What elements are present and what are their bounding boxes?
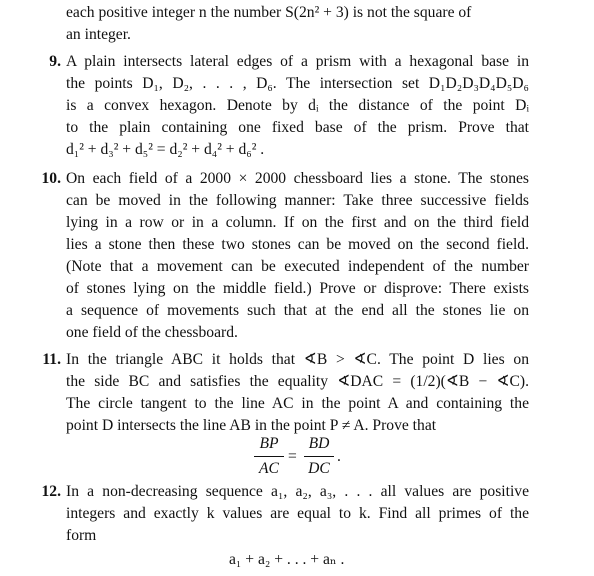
problem-text-line: one field of the chessboard. bbox=[66, 324, 238, 341]
intro-line-1: each positive integer n the number S(2n² + 3) is not the square of bbox=[66, 4, 472, 21]
problem-text-line: A plain intersects lateral edges of a prism with a hexagonal base in bbox=[66, 53, 529, 70]
problem-number: 9. bbox=[49, 53, 61, 70]
denominator: AC bbox=[259, 459, 279, 477]
problem-text-line: The circle tangent to the line AC in the point A and containing the bbox=[66, 395, 529, 412]
equation: d₁² + d₃² + d₅² = d₂² + d₄² + d₆² . bbox=[66, 141, 265, 158]
fraction-bp-ac bbox=[254, 433, 284, 480]
problem-number: 11. bbox=[42, 351, 61, 368]
problem-text-line: the side BC and satisfies the equality ∢DAC = (1/2)(∢B − ∢C). bbox=[66, 373, 529, 390]
intro-line-2: an integer. bbox=[66, 26, 131, 43]
problem-text-line: point D intersects the line AB in the point P ≠ A. Prove that bbox=[66, 417, 437, 434]
problem-text-line: lying in a row or in a column. If on the first and on the third field bbox=[66, 214, 529, 231]
problem-text-line: In the triangle ABC it holds that ∢B > ∢C. The point D lies on bbox=[66, 351, 529, 368]
problem-text-line: the points D₁, D₂, . . . , D₆. The intersection set D₁D₂D₃D₄D₅D₆ bbox=[66, 75, 529, 92]
problem-text-line: form bbox=[66, 527, 97, 544]
numerator: BP bbox=[259, 435, 279, 452]
problem-text-line: lies a stone then these two stones can be moved on the second field. bbox=[66, 236, 529, 253]
problem-text-line: can be moved in the following manner: Take three successive fields bbox=[66, 192, 529, 209]
problem-text-line: of stones lying on the middle field.) Prove or disprove: There exists bbox=[66, 280, 529, 297]
problem-text-line: On each field of a 2000 × 2000 chessboard lies a stone. The stones bbox=[66, 170, 529, 187]
fraction-bd-dc bbox=[304, 433, 334, 480]
problem-text-line: integers and exactly k values are equal to k. Find all primes of the bbox=[66, 505, 529, 522]
problem-text-line: a sequence of movements such that at the end all the stones lie on bbox=[66, 302, 529, 319]
problem-number: 10. bbox=[41, 170, 61, 187]
period: . bbox=[337, 448, 341, 465]
fraction-bar bbox=[304, 456, 334, 457]
problem-text-line: (Note that a movement can be executed independent of the number bbox=[66, 258, 529, 275]
formula: a₁ + a₂ + . . . + aₙ . bbox=[229, 551, 345, 568]
problem-number: 12. bbox=[41, 483, 61, 500]
equals-sign: = bbox=[288, 448, 297, 465]
fraction-bar bbox=[254, 456, 284, 457]
problem-text-line: to the plain containing one fixed base of the prism. Prove that bbox=[66, 119, 529, 136]
denominator: DC bbox=[308, 459, 330, 477]
numerator: BD bbox=[308, 435, 330, 452]
problem-text-line: In a non-decreasing sequence a₁, a₂, a₃, . . . all values are positive bbox=[66, 483, 529, 500]
problem-text-line: is a convex hexagon. Denote by dᵢ the distance of the point Dᵢ bbox=[66, 97, 529, 114]
